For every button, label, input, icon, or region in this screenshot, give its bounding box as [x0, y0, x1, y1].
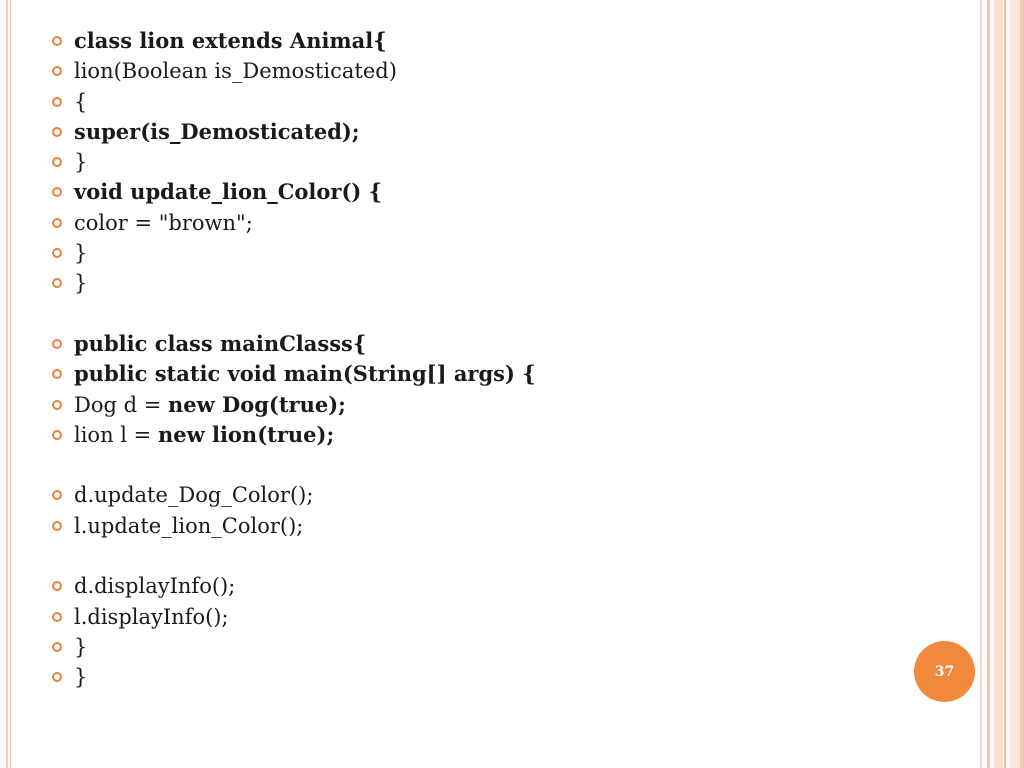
left-frame-line-inner — [10, 0, 11, 768]
code-text: lion l = — [74, 422, 158, 447]
page-number-badge — [914, 641, 975, 702]
code-text: } — [74, 665, 88, 690]
bullet-icon — [52, 369, 62, 379]
code-text: } — [74, 634, 88, 659]
code-text: Dog d = — [74, 392, 168, 417]
code-text: new Dog(true); — [168, 391, 346, 417]
code-line — [50, 662, 950, 692]
bullet-icon — [52, 66, 62, 76]
bullet-icon — [52, 248, 62, 258]
code-line — [50, 571, 950, 601]
code-text: lion(Boolean is_Demosticated) — [74, 59, 397, 84]
bullet-icon — [52, 581, 62, 591]
page-number: 37 — [934, 663, 955, 680]
code-text: } — [74, 241, 88, 266]
code-line — [50, 268, 950, 298]
code-line — [50, 87, 950, 117]
code-line — [50, 238, 950, 268]
right-decor-stripe — [1004, 0, 1006, 768]
code-line — [50, 390, 950, 420]
bullet-icon — [52, 218, 62, 228]
bullet-icon — [52, 97, 62, 107]
right-decor-stripe — [987, 0, 990, 768]
blank-line — [50, 450, 950, 480]
code-line — [50, 602, 950, 632]
code-text: super(is_Demosticated); — [74, 118, 360, 144]
code-text: { — [74, 89, 88, 114]
bullet-icon — [52, 127, 62, 137]
bullet-icon — [52, 642, 62, 652]
bullet-icon — [52, 400, 62, 410]
code-text: } — [74, 271, 88, 296]
left-frame-line — [6, 0, 8, 768]
code-text: public class mainClasss{ — [74, 330, 367, 356]
code-text: void update_lion_Color() { — [74, 179, 383, 205]
right-decor-stripe — [1020, 0, 1024, 768]
bullet-icon — [52, 672, 62, 682]
bullet-icon — [52, 612, 62, 622]
right-decor-stripe — [994, 0, 1003, 768]
code-text: d.displayInfo(); — [74, 574, 236, 599]
blank-line — [50, 541, 950, 571]
code-line — [50, 359, 950, 389]
blank-line — [50, 299, 950, 329]
code-line — [50, 177, 950, 207]
bullet-icon — [52, 36, 62, 46]
right-decor-stripe — [980, 0, 982, 768]
code-text: new lion(true); — [157, 421, 335, 447]
code-text: l.displayInfo(); — [74, 604, 229, 629]
bullet-icon — [52, 521, 62, 531]
code-line — [50, 480, 950, 510]
bullet-icon — [52, 430, 62, 440]
code-line — [50, 208, 950, 238]
code-text: class lion extends Animal{ — [74, 28, 387, 53]
code-text: color = "brown"; — [74, 210, 253, 235]
code-bullet-list — [50, 26, 950, 693]
bullet-icon — [52, 187, 62, 197]
code-text: d.update_Dog_Color(); — [74, 483, 314, 508]
code-line — [50, 147, 950, 177]
bullet-icon — [52, 490, 62, 500]
code-line — [50, 117, 950, 147]
code-line — [50, 420, 950, 450]
code-line — [50, 329, 950, 359]
code-line — [50, 26, 950, 56]
code-line — [50, 511, 950, 541]
bullet-icon — [52, 157, 62, 167]
code-text: l.update_lion_Color(); — [74, 513, 304, 538]
bullet-icon — [52, 278, 62, 288]
code-text: } — [74, 150, 88, 175]
code-line — [50, 632, 950, 662]
code-line — [50, 56, 950, 86]
bullet-icon — [52, 339, 62, 349]
code-text: public static void main(String[] args) { — [74, 361, 536, 387]
